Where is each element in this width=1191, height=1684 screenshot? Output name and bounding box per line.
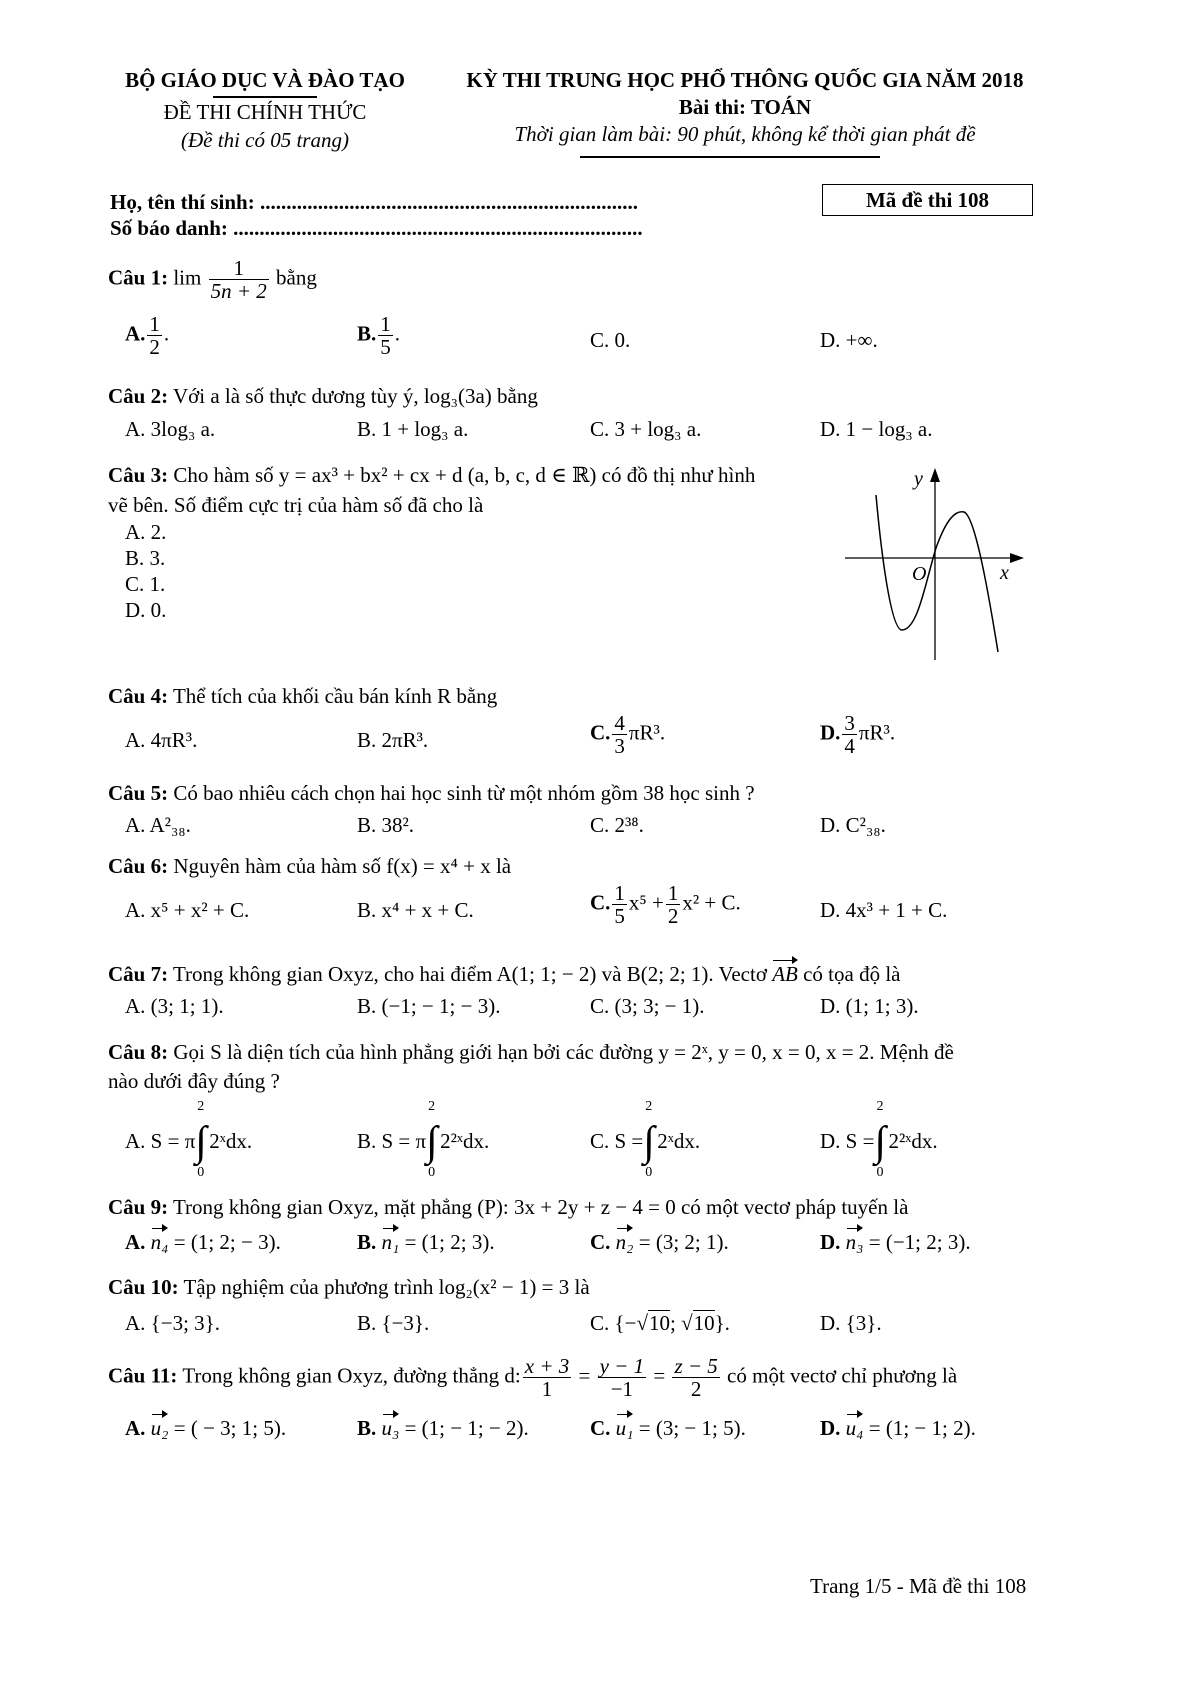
q9-option-b: B. n₁ = (1; 2; 3). [357, 1230, 495, 1254]
exam-title: KỲ THI TRUNG HỌC PHỔ THÔNG QUỐC GIA NĂM 2018 [466, 68, 1024, 92]
q6-c-f1d: 5 [614, 904, 625, 929]
q11-option-a: A. u₂ = ( − 3; 1; 5). [125, 1416, 287, 1440]
candidate-name-label: Họ, tên thí sinh: ........................................................................ [110, 190, 638, 214]
q5-option-b: B. 38². [357, 813, 415, 837]
question-1 [108, 257, 317, 302]
q4-d-num: 3 [844, 711, 855, 735]
q3-option-b: B. 3. [125, 546, 166, 570]
q3-option-c: C. 1. [125, 572, 166, 596]
q11-c-vec: u₁ [615, 1416, 634, 1440]
q8-option-d [820, 1099, 938, 1180]
ministry-title: BỘ GIÁO DỤC VÀ ĐÀO TẠO [125, 68, 405, 92]
q7-vector: AB [772, 962, 798, 986]
question-6 [108, 854, 511, 879]
q10-option-b: B. {−3}. [357, 1311, 430, 1335]
integral-sign: 2 ∫ 0 [643, 1099, 655, 1180]
q7-label: Câu 7: [108, 962, 169, 986]
q6-text: Nguyên hàm của hàm số f(x) = x⁴ + x là [173, 854, 512, 878]
q1-b-num: 1 [380, 312, 391, 336]
q9-a-val: = (1; 2; − 3). [173, 1230, 281, 1254]
exam-code-box: Mã đề thi 108 [822, 184, 1033, 216]
candidate-id-label: Số báo danh: .............................................................................. [110, 216, 643, 240]
q6-c-mid: x⁵ + [628, 890, 664, 915]
q11-f1n: x + 3 [524, 1354, 570, 1378]
q8-label: Câu 8: [108, 1040, 169, 1064]
q1-label: Câu 1: [108, 265, 169, 290]
q1-b-letter: B. [357, 321, 377, 346]
q8-option-c [590, 1099, 701, 1180]
q8-b-body: 2²ˣdx. [440, 1128, 490, 1153]
q6-c-f2d: 2 [667, 904, 679, 929]
q10-c-pre: C. {− [590, 1311, 637, 1335]
q9-c-vec: n₂ [615, 1230, 634, 1254]
q5-option-c: C. 2³⁸. [590, 813, 644, 837]
q11-d-vec: u₄ [845, 1416, 864, 1440]
q9-d-vec: n₃ [845, 1230, 864, 1254]
q2-option-c: C. 3 + log₃ a. [590, 417, 702, 441]
q1-a-den: 2 [149, 335, 160, 360]
q9-d-val: = (−1; 2; 3). [868, 1230, 971, 1254]
pages-note: (Đề thi có 05 trang) [181, 128, 349, 152]
q9-b-vec: n₁ [381, 1230, 400, 1254]
q4-text: Thể tích của khối cầu bán kính R bằng [172, 684, 498, 708]
q3-option-a: A. 2. [125, 520, 167, 544]
q11-f1d: 1 [541, 1377, 553, 1402]
q8-option-a [125, 1099, 253, 1180]
q4-option-a: A. 4πR³. [125, 728, 198, 752]
question-7 [108, 962, 900, 987]
q8-b-pre: B. S = π [357, 1128, 427, 1153]
q8-c-body: 2ˣdx. [657, 1128, 701, 1153]
official-label: ĐỀ THI CHÍNH THỨC [163, 100, 367, 124]
q6-option-d: D. 4x³ + 1 + C. [820, 898, 948, 922]
q10-label: Câu 10: [108, 1275, 179, 1299]
question-3 [108, 463, 755, 488]
q1-a-num: 1 [149, 312, 160, 336]
q9-option-c: C. n₂ = (3; 2; 1). [590, 1230, 729, 1254]
q7-option-d: D. (1; 1; 3). [820, 994, 919, 1018]
q4-c-num: 4 [614, 711, 625, 735]
q9-text: Trong không gian Oxyz, mặt phẳng (P): 3x + 2y + z − 4 = 0 có một vectơ pháp tuyến là [172, 1195, 909, 1219]
q11-option-c: C. u₁ = (3; − 1; 5). [590, 1416, 746, 1440]
integral-sign: 2 ∫ 0 [195, 1099, 207, 1180]
y-axis-label: y [914, 468, 923, 490]
q1-post: bằng [276, 265, 317, 290]
q3-option-d: D. 0. [125, 598, 167, 622]
q7-text2: có tọa độ là [803, 962, 901, 986]
q8-a-pre: A. S = π [125, 1128, 196, 1153]
q1-option-b: B. $\frac{1}{5}$ . [357, 312, 401, 360]
q9-option-d: D. n₃ = (−1; 2; 3). [820, 1230, 971, 1254]
q5-text: Có bao nhiêu cách chọn hai học sinh từ một nhóm gồm 38 học sinh ? [173, 781, 755, 805]
q3-label: Câu 3: [108, 463, 169, 487]
q5-option-a: A. A²₃₈. [125, 813, 191, 837]
integral-sign: 2 ∫ 0 [426, 1099, 438, 1180]
q3-line1: Cho hàm số y = ax³ + bx² + cx + d (a, b, c, d ∈ ℝ) có đồ thị như hình [173, 463, 756, 487]
q6-option-a: A. x⁵ + x² + C. [125, 898, 250, 922]
q8-d-body: 2²ˣdx. [888, 1128, 938, 1153]
q11-option-b: B. u₃ = (1; − 1; − 2). [357, 1416, 529, 1440]
q11-f2n: y − 1 [599, 1354, 645, 1378]
q6-option-c [590, 882, 741, 927]
q10-option-d: D. {3}. [820, 1311, 882, 1335]
x-axis-arrow [1010, 553, 1024, 563]
q7-option-c: C. (3; 3; − 1). [590, 994, 705, 1018]
question-8 [108, 1040, 954, 1065]
q11-a-vec: u₂ [150, 1416, 169, 1440]
q5-label: Câu 5: [108, 781, 169, 805]
q11-label: Câu 11: [108, 1363, 178, 1388]
q8-a-body: 2ˣdx. [209, 1128, 253, 1153]
q4-option-b: B. 2πR³. [357, 728, 429, 752]
q4-label: Câu 4: [108, 684, 169, 708]
q1-option-c: C. 0. [590, 328, 631, 352]
q9-b-val: = (1; 2; 3). [404, 1230, 495, 1254]
q2-option-a: A. 3log₃ a. [125, 417, 216, 441]
q11-c-val: = (3; − 1; 5). [638, 1416, 746, 1440]
subject-label: Bài thi: TOÁN [678, 95, 812, 119]
origin-label: O [912, 563, 927, 585]
q8-option-b [357, 1099, 490, 1180]
q4-option-c [590, 712, 665, 757]
q2-option-d: D. 1 − log₃ a. [820, 417, 933, 441]
q9-label: Câu 9: [108, 1195, 169, 1219]
q7-text: Trong không gian Oxyz, cho hai điểm A(1; 1; − 2) và B(2; 2; 1). Vectơ [172, 962, 767, 986]
q1-lim: lim [173, 265, 202, 290]
ministry-underline [213, 96, 317, 98]
q1-den: 5n + 2 [210, 279, 267, 304]
q10-option-a: A. {−3; 3}. [125, 1311, 221, 1335]
q3-cubic-graph [840, 460, 1030, 670]
q9-option-a: A. n₄ = (1; 2; − 3). [125, 1230, 281, 1254]
q11-pre: Trong không gian Oxyz, đường thẳng d: [182, 1363, 521, 1388]
q11-d-val: = (1; − 1; 2). [868, 1416, 976, 1440]
q4-c-letter: C. [590, 720, 611, 745]
question-10 [108, 1275, 590, 1300]
q11-option-d: D. u₄ = (1; − 1; 2). [820, 1416, 976, 1440]
q10-c-root2: 10 [693, 1311, 715, 1335]
q4-d-letter: D. [820, 720, 841, 745]
integral-sign: 2 ∫ 0 [874, 1099, 886, 1180]
q11-f2d: −1 [610, 1377, 634, 1402]
y-axis-arrow [930, 468, 940, 482]
q1-num: 1 [209, 257, 269, 280]
q1-option-d: D. +∞. [820, 328, 878, 352]
q1-fraction [209, 257, 269, 302]
q6-c-letter: C. [590, 890, 611, 915]
q6-c-post: x² + C. [682, 890, 741, 915]
q8-c-pre: C. S = [590, 1128, 644, 1153]
q2-label: Câu 2: [108, 384, 169, 408]
q2-text: Với a là số thực dương tùy ý, log₃(3a) bằng [172, 384, 538, 408]
question-5 [108, 781, 755, 806]
time-note: Thời gian làm bài: 90 phút, không kể thời gian phát đề [514, 122, 976, 146]
q3-line2: vẽ bên. Số điểm cực trị của hàm số đã cho là [108, 493, 484, 517]
q4-option-d [820, 712, 895, 757]
q10-c-root1: 10 [648, 1311, 670, 1335]
q9-a-vec: n₄ [150, 1230, 169, 1254]
q11-post: có một vectơ chỉ phương là [727, 1363, 958, 1388]
x-axis-label: x [1000, 562, 1009, 584]
q11-f3d: 2 [690, 1377, 702, 1402]
q11-b-vec: u₃ [381, 1416, 400, 1440]
header-rule [580, 156, 880, 158]
q1-b-den: 5 [380, 335, 391, 360]
q11-a-val: = ( − 3; 1; 5). [173, 1416, 287, 1440]
q10-c-mid: ; [669, 1311, 676, 1335]
q1-option-a: A. $\frac{1}{2}$ . [125, 312, 170, 360]
q6-c-f2n: 1 [667, 881, 679, 905]
q7-option-b: B. (−1; − 1; − 3). [357, 994, 501, 1018]
q8-line1: Gọi S là diện tích của hình phẳng giới hạn bởi các đường y = 2ˣ, y = 0, x = 0, x = 2. Mệnh đề [173, 1040, 954, 1064]
q6-option-b: B. x⁴ + x + C. [357, 898, 474, 922]
q11-f3n: z − 5 [674, 1354, 718, 1378]
q9-c-val: = (3; 2; 1). [638, 1230, 729, 1254]
q10-c-post: }. [714, 1311, 730, 1335]
q4-d-den: 4 [844, 734, 855, 759]
q6-label: Câu 6: [108, 854, 169, 878]
question-9 [108, 1195, 908, 1220]
question-2 [108, 384, 538, 409]
q8-line2: nào dưới đây đúng ? [108, 1069, 280, 1093]
q8-d-pre: D. S = [820, 1128, 875, 1153]
q7-option-a: A. (3; 1; 1). [125, 994, 224, 1018]
q4-d-post: πR³. [858, 720, 896, 745]
question-11: Câu 11: Trong không gian Oxyz, đường thẳng d: $\frac{x + 3}{1}$ = $\frac{y - 1}{-1}$ = $\frac{z - 5}{2}$ có một vectơ chỉ phương là [108, 1354, 958, 1402]
question-4 [108, 684, 497, 709]
page-footer: Trang 1/5 - Mã đề thi 108 [810, 1574, 1027, 1598]
q10-text: Tập nghiệm của phương trình log₂(x² − 1) = 3 là [183, 1275, 590, 1299]
q4-c-den: 3 [614, 734, 625, 759]
q10-option-c: C. {−√10; √10}. [590, 1311, 730, 1335]
cubic-curve [876, 495, 998, 652]
q2-option-b: B. 1 + log₃ a. [357, 417, 469, 441]
q11-b-val: = (1; − 1; − 2). [404, 1416, 529, 1440]
q1-a-letter: A. [125, 321, 146, 346]
q6-c-f1n: 1 [614, 881, 625, 905]
q4-c-post: πR³. [628, 720, 666, 745]
q5-option-d: D. C²₃₈. [820, 813, 886, 837]
